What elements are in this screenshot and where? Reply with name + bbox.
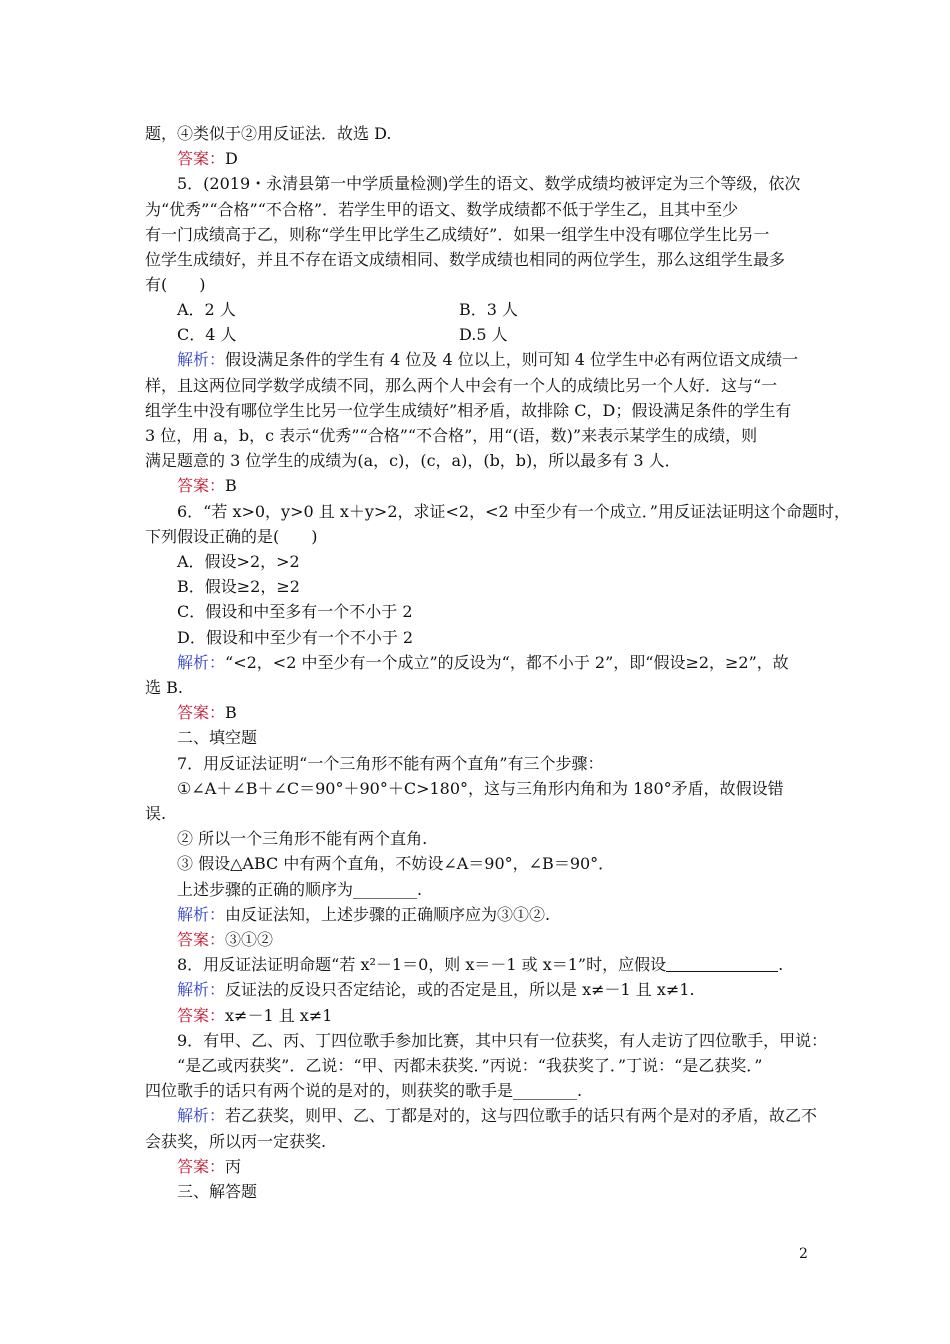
answer-label: 答案： bbox=[177, 703, 226, 722]
text-line: ③ 假设△ABC 中有两个直角，不妨设∠A＝90°，∠B＝90°． bbox=[177, 854, 615, 873]
analysis-line: 解析：反证法的反设只否定结论，或的否定是且，所以是 x≠－1 且 x≠1. bbox=[177, 980, 695, 999]
analysis-label: 解析： bbox=[177, 980, 226, 999]
analysis-line: 解析：若乙获奖，则甲、乙、丁都是对的，这与四位歌手的话只有两个是对的矛盾，故乙不 bbox=[177, 1106, 818, 1125]
option-c: C．假设和中至多有一个不小于 2 bbox=[177, 602, 413, 621]
section-heading: 三、解答题 bbox=[177, 1182, 258, 1201]
analysis-label: 解析： bbox=[177, 905, 226, 924]
option-b: B．假设≥2，≥2 bbox=[177, 577, 300, 596]
answer-line: 答案：B bbox=[177, 476, 237, 495]
text-line: 组学生中没有哪位学生比另一位学生成绩好”相矛盾，故排除 C，D；假设满足条件的学生有 bbox=[145, 401, 792, 420]
analysis-label: 解析： bbox=[177, 1106, 226, 1125]
answer-line: 答案：x≠－1 且 x≠1 bbox=[177, 1006, 333, 1025]
option-d: D.5 人 bbox=[459, 325, 508, 344]
option-c: C．4 人 bbox=[177, 325, 237, 344]
page-number: 2 bbox=[799, 1246, 808, 1262]
text-line: 3 位，用 a，b，c 表示“优秀”“合格”“不合格”，用“(语，数)”来表示某学生的成绩，则 bbox=[145, 426, 758, 445]
answer-label: 答案： bbox=[177, 930, 226, 949]
answer-blank bbox=[666, 955, 778, 972]
option-a: A．2 人 bbox=[177, 300, 236, 319]
question-7: 7．用反证法证明“一个三角形不能有两个直角”有三个步骤： bbox=[177, 754, 604, 773]
answer-line: 答案：D bbox=[177, 149, 238, 168]
question-5: 5．(2019・永清县第一中学质量检测)学生的语文、数学成绩均被评定为三个等级，依次 bbox=[177, 174, 801, 193]
option-d: D．假设和中至少有一个不小于 2 bbox=[177, 628, 414, 647]
analysis-line: 解析：由反证法知，上述步骤的正确顺序应为③①②. bbox=[177, 905, 551, 924]
text-line: ② 所以一个三角形不能有两个直角. bbox=[177, 829, 428, 848]
text-line: 题，④类似于②用反证法．故选 D. bbox=[145, 124, 392, 143]
text-line: 下列假设正确的是( ) bbox=[145, 527, 318, 546]
text-line: 会获奖，所以丙一定获奖. bbox=[145, 1132, 327, 1151]
option-b: B．3 人 bbox=[459, 300, 519, 319]
text-line: 为“优秀”“合格”“不合格”．若学生甲的语文、数学成绩都不低于学生乙，且其中至少 bbox=[145, 200, 739, 219]
answer-line: 答案：丙 bbox=[177, 1157, 242, 1176]
option-a: A．假设>2，>2 bbox=[177, 552, 300, 571]
text-line: 误. bbox=[145, 804, 167, 823]
text-line: 上述步骤的正确的顺序为________. bbox=[177, 880, 423, 899]
text-line: 有( ) bbox=[145, 275, 206, 294]
text-line: 选 B. bbox=[145, 678, 183, 697]
analysis-label: 解析： bbox=[177, 653, 226, 672]
question-9: 9．有甲、乙、丙、丁四位歌手参加比赛，其中只有一位获奖，有人走访了四位歌手，甲说： bbox=[177, 1031, 828, 1050]
text-line: 四位歌手的话只有两个说的是对的，则获奖的歌手是________. bbox=[145, 1081, 583, 1100]
answer-line: 答案：③①② bbox=[177, 930, 274, 949]
question-6: 6．“若 x>0，y>0 且 x＋y>2，求证<2，<2 中至少有一个成立．”用反证法证明这个命题时， bbox=[177, 502, 850, 521]
question-8: 8．用反证法证明命题“若 x²－1＝0，则 x＝－1 或 x＝1”时，应假设 . bbox=[177, 955, 784, 974]
text-line: 有一门成绩高于乙，则称“学生甲比学生乙成绩好”．如果一组学生中没有哪位学生比另一 bbox=[145, 225, 770, 244]
text-line: ①∠A＋∠B＋∠C＝90°＋90°＋C>180°，这与三角形内角和为 180°矛盾，故假设错 bbox=[177, 779, 784, 798]
analysis-label: 解析： bbox=[177, 350, 226, 369]
answer-label: 答案： bbox=[177, 149, 226, 168]
text-line: 样，且这两位同学数学成绩不同，那么两个人中会有一个人的成绩比另一个人好．这与“一 bbox=[145, 376, 778, 395]
answer-line: 答案：B bbox=[177, 703, 237, 722]
answer-label: 答案： bbox=[177, 1157, 226, 1176]
answer-label: 答案： bbox=[177, 1006, 226, 1025]
answer-label: 答案： bbox=[177, 476, 226, 495]
section-heading: 二、填空题 bbox=[177, 728, 258, 747]
analysis-line: 解析：“<2，<2 中至少有一个成立”的反设为“，都不小于 2”，即“假设≥2，≥2”，故 bbox=[177, 653, 789, 672]
text-line: 位学生成绩好，并且不存在语文成绩相同、数学成绩也相同的两位学生，那么这组学生最多 bbox=[145, 250, 786, 269]
text-line: 满足题意的 3 位学生的成绩为(a，c)，(c，a)，(b，b)，所以最多有 3 人． bbox=[145, 451, 681, 470]
analysis-line: 解析：假设满足条件的学生有 4 位及 4 位以上，则可知 4 位学生中必有两位语文成绩一 bbox=[177, 350, 799, 369]
text-line: “是乙或丙获奖”．乙说：“甲、丙都未获奖．”丙说：“我获奖了．”丁说：“是乙获奖．” bbox=[177, 1056, 763, 1075]
